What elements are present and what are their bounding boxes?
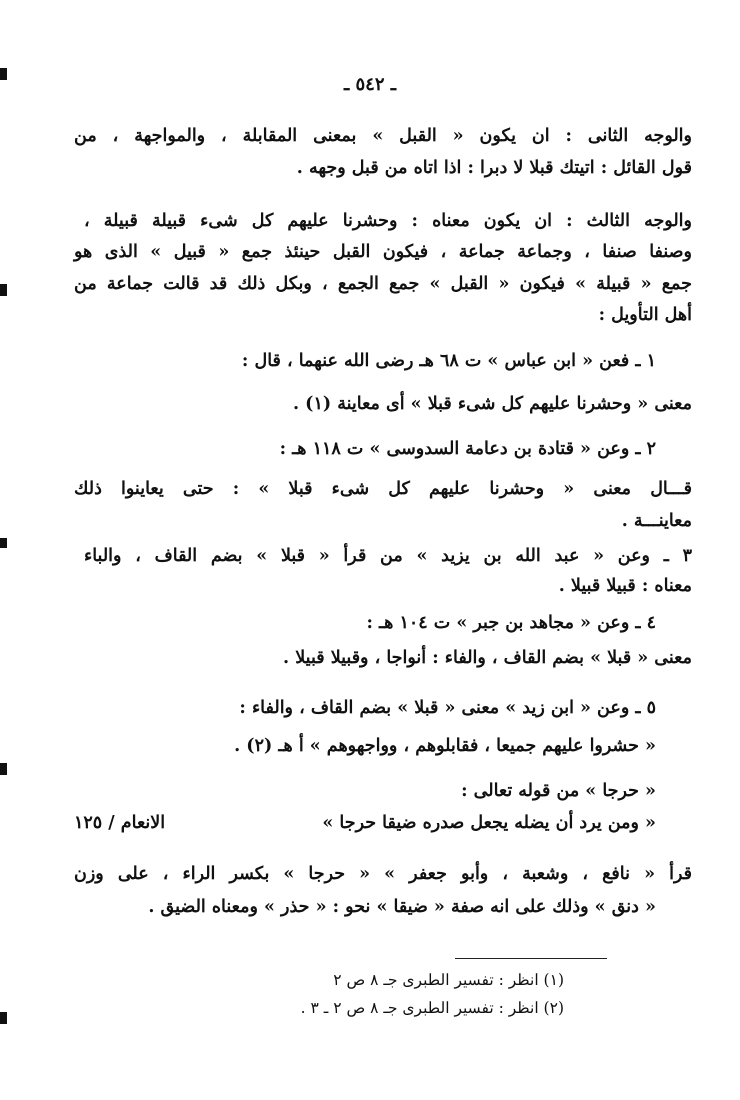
scan-edge-mark [0, 284, 7, 296]
text-line: قرأ « نافع ، وشعبة ، وأبو جعفر » « حرجا » بكسر الراء ، على وزن [74, 864, 692, 884]
quote-line: « حشروا عليهم جميعا ، فقابلوهم ، وواجهوهم » أ هـ (٢) . [234, 736, 656, 756]
text-line: معنى « وحشرنا عليهم كل شىء قبلا » أى معاينة (١) . [293, 394, 692, 414]
text-line: وصنفا صنفا ، وجماعة جماعة ، فيكون القبل حينئذ جمع « قبيل » الذى هو [74, 242, 692, 262]
text-line: جمع « قبيلة » فيكون « القبل » جمع الجمع ، وبكل ذلك قد قالت جماعة من [74, 274, 692, 294]
list-item: ١ ـ فعن « ابن عباس » ت ٦٨ هـ رضى الله عنهما ، قال : [241, 351, 656, 371]
footnote: (١) انظر : تفسير الطبرى جـ ٨ ص ٢ [333, 971, 564, 989]
scan-edge-mark [0, 1012, 7, 1024]
list-item: ٣ ـ وعن « عبد الله بن يزيد » من قرأ « قبلا » بضم القاف ، والباء [84, 546, 692, 566]
scan-edge-mark [0, 538, 7, 548]
text-line: أهل التأويل : [598, 305, 692, 325]
text-line: معاينـــة . [621, 511, 692, 531]
list-item: ٥ ـ وعن « ابن زيد » معنى « قبلا » بضم القاف ، والفاء : [239, 698, 656, 718]
text-line: قول القائل : اتيتك قبلا لا دبرا : اذا اتاه من قبل وجهه . [296, 158, 692, 178]
verse-quote: « ومن يرد أن يضله يجعل صدره ضيقا حرجا » [322, 813, 656, 833]
text-line: « دنق » وذلك على انه صفة « ضيقا » نحو : « حذر » ومعناه الضيق . [148, 897, 656, 917]
scan-edge-mark [0, 68, 7, 80]
text-line: والوجه الثالث : ان يكون معناه : وحشرنا عليهم كل شىء قبيلة قبيلة ، [84, 211, 692, 231]
text-line: معنى « قبلا » بضم القاف ، والفاء : أنواجا ، وقبيلا قبيلا . [283, 648, 692, 668]
list-item: ٢ ـ وعن « قتادة بن دعامة السدوسى » ت ١١٨ هـ : [279, 439, 656, 459]
list-item: ٤ ـ وعن « مجاهد بن جبر » ت ١٠٤ هـ : [366, 613, 656, 633]
text-line: والوجه الثانى : ان يكون « القبل » بمعنى المقابلة ، والمواجهة ، من [74, 126, 692, 146]
scan-edge-mark [0, 763, 7, 775]
footnote: (٢) انظر : تفسير الطبرى جـ ٨ ص ٢ ـ ٣ . [300, 999, 564, 1017]
page-number: ـ ٥٤٢ ـ [343, 74, 397, 95]
footnote-divider [455, 958, 607, 959]
verse-heading: « حرجا » من قوله تعالى : [461, 781, 656, 801]
text-line: معناه : قبيلا قبيلا . [558, 576, 692, 596]
text-line: قـــال معنى « وحشرنا عليهم كل شىء قبلا » : حتى يعاينوا ذلك [74, 479, 692, 499]
verse-reference: الانعام / ١٢٥ [74, 813, 166, 833]
